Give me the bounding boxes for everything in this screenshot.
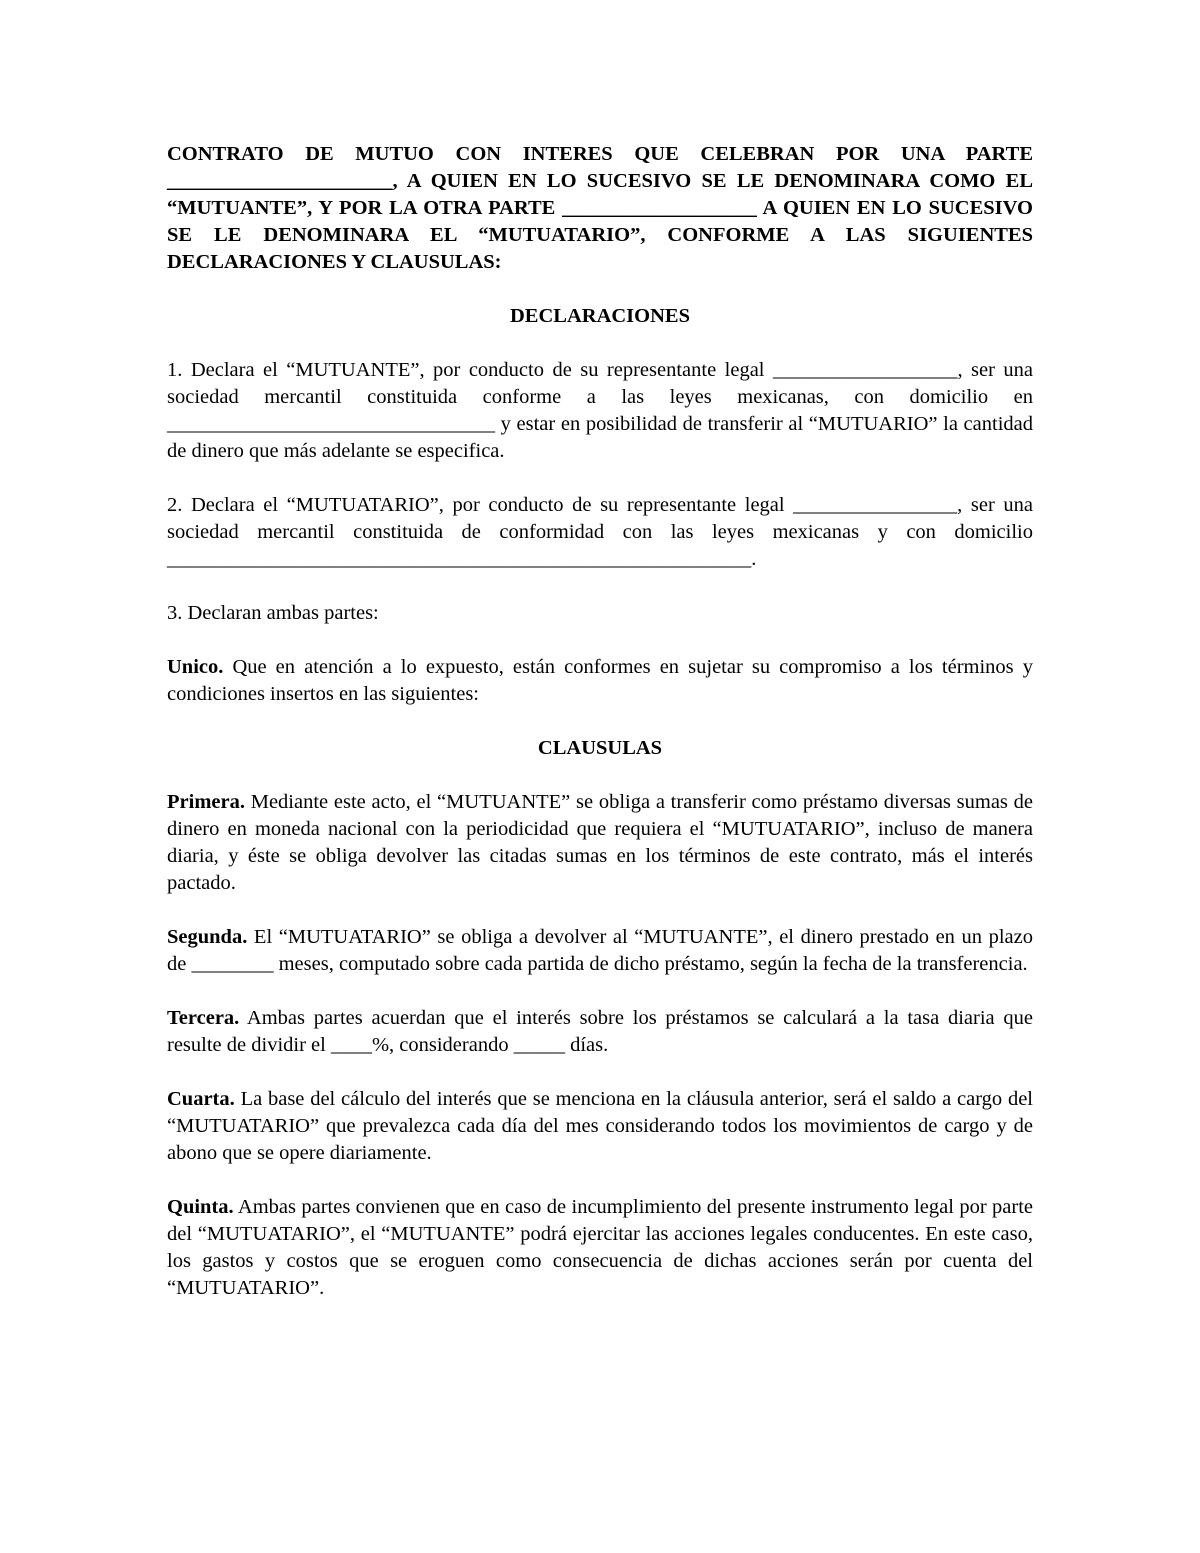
clause-segunda <box>167 924 1033 978</box>
unico-label: Unico. <box>167 656 224 678</box>
clause-tercera <box>167 1005 1033 1059</box>
contract-title: CONTRATO DE MUTUO CON INTERES QUE CELEBRAN POR UNA PARTE ______________________, A QUIEN EN LO SUCESIVO SE LE DENOMINARA COMO EL “MUTUANTE”, Y POR LA OTRA PARTE ___________________ A QUIEN EN LO SUCESIVO SE LE DENOMINARA EL “MUTUATARIO”, CONFORME A LAS SIGUIENTES DECLARACIONES Y CLAUSULAS: <box>167 143 1033 273</box>
clause-text: Ambas partes acuerdan que el interés sobre los préstamos se calculará a la tasa diaria que resulte de dividir el ____%, considerando _____ días. <box>167 1007 1033 1056</box>
declaration-2: 2. Declara el “MUTUATARIO”, por conducto de su representante legal ________________, ser una sociedad mercantil constituida de conformidad con las leyes mexicanas y con domicilio _________________________________________________________. <box>167 494 1033 570</box>
clause-label: Primera. <box>167 791 245 813</box>
clause-text: La base del cálculo del interés que se menciona en la cláusula anterior, será el saldo a cargo del “MUTUATARIO” que prevalezca cada día del mes considerando todos los movimientos de cargo y de abono que se opere diariamente. <box>167 1088 1033 1164</box>
clause-primera <box>167 789 1033 897</box>
clausulas-heading: CLAUSULAS <box>537 737 663 759</box>
clause-label: Tercera. <box>167 1007 240 1029</box>
declaration-1: 1. Declara el “MUTUANTE”, por conducto de su representante legal __________________, ser una sociedad mercantil constituida conforme a las leyes mexicanas, con domicilio en ________________________________ y estar en posibilidad de transferir al “MUTUARIO” la cantidad de dinero que más adelante se especifica. <box>167 359 1033 462</box>
clause-quinta <box>167 1194 1033 1302</box>
declaration-3: 3. Declaran ambas partes: <box>167 602 379 624</box>
declaraciones-heading: DECLARACIONES <box>510 305 690 327</box>
clause-label: Quinta. <box>167 1196 234 1218</box>
declaration-unico <box>167 654 1033 708</box>
clause-text: Ambas partes convienen que en caso de incumplimiento del presente instrumento legal por parte del “MUTUATARIO”, el “MUTUANTE” podrá ejercitar las acciones legales conducentes. En este caso, los gastos y costos que se eroguen como consecuencia de dichas acciones serán por cuenta del “MUTUATARIO”. <box>167 1196 1033 1299</box>
unico-text: Que en atención a lo expuesto, están conformes en sujetar su compromiso a los términos y condiciones insertos en las siguientes: <box>167 656 1033 705</box>
clause-label: Cuarta. <box>167 1088 235 1110</box>
clause-text: Mediante este acto, el “MUTUANTE” se obliga a transferir como préstamo diversas sumas de dinero en moneda nacional con la periodicidad que requiera el “MUTUATARIO”, incluso de manera diaria, y éste se obliga devolver las citadas sumas en los términos de este contrato, más el interés pactado. <box>167 791 1033 894</box>
clause-cuarta <box>167 1086 1033 1167</box>
clause-text: El “MUTUATARIO” se obliga a devolver al “MUTUANTE”, el dinero prestado en un plazo de ________ meses, computado sobre cada partida de dicho préstamo, según la fecha de la transferencia. <box>167 926 1033 975</box>
clause-label: Segunda. <box>167 926 248 948</box>
